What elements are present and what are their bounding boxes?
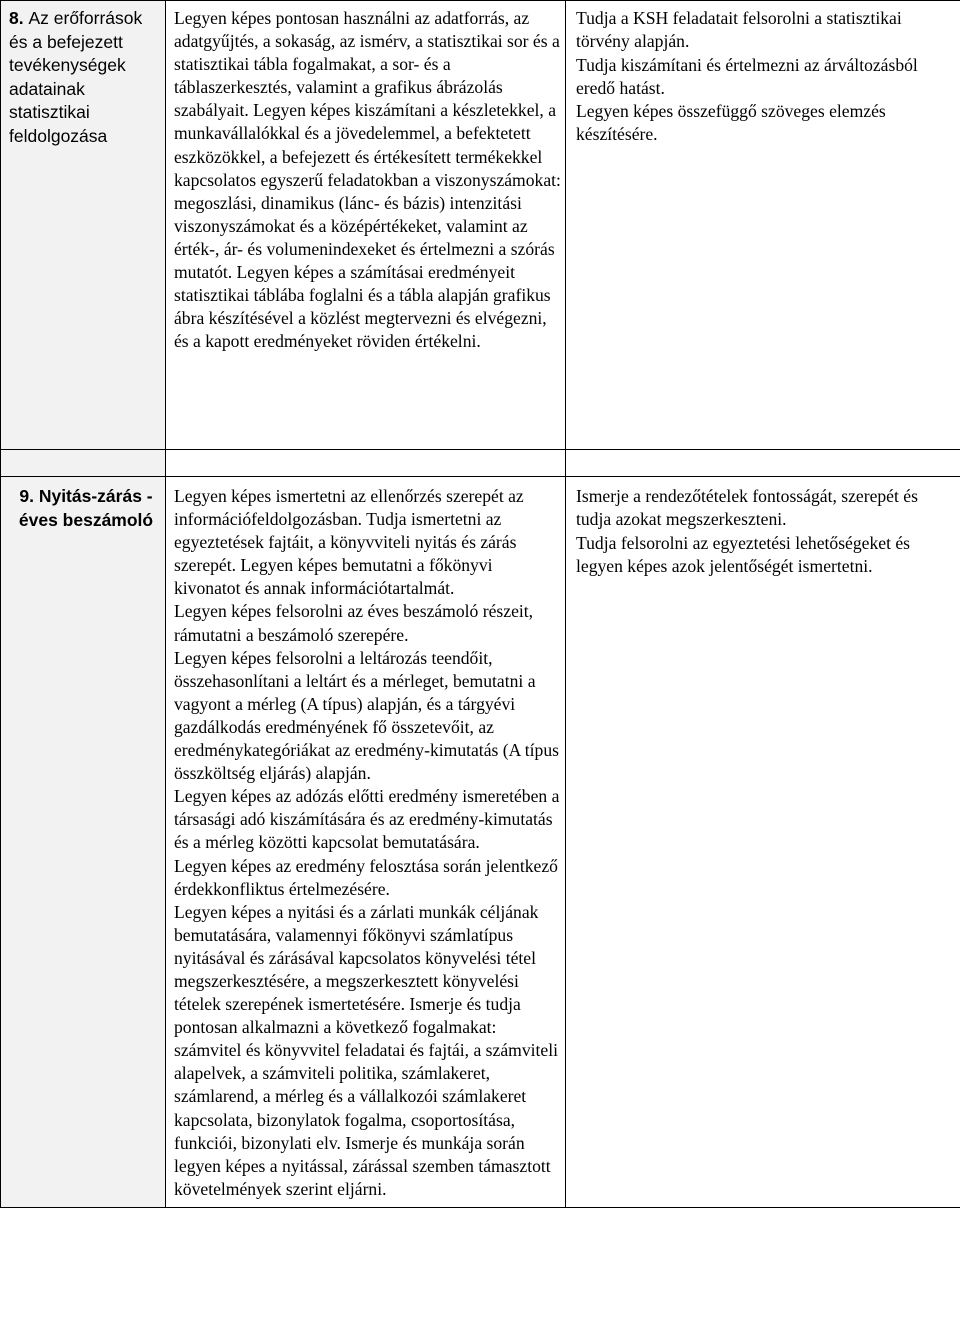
requirements-cell bbox=[166, 477, 566, 1208]
spacer-cell bbox=[1, 450, 166, 477]
topic-title: Az erőforrások és a befejezett tevékenységek adatainak statisztikai feldolgozása bbox=[9, 8, 143, 146]
topic-heading bbox=[1, 477, 165, 532]
table-row bbox=[1, 477, 960, 1208]
outcomes-cell bbox=[566, 477, 960, 1208]
requirements-text bbox=[166, 1, 565, 361]
requirement-paragraph: Legyen képes ismertetni az ellenőrzés szerepét az információfeldolgozásban. Tudja ismertetni az egyeztetések fajtáit, a könyvviteli nyitás és zárás szerepét. Legyen képes bemutatni a főkönyvi kivonatot és annak információtartalmát. bbox=[174, 486, 524, 599]
outcomes-text bbox=[566, 1, 960, 147]
outcome-paragraph: Tudja felsorolni az egyeztetési lehetőségeket és legyen képes azok jelentőségét ismertetni. bbox=[576, 532, 911, 576]
topic-cell bbox=[1, 1, 166, 450]
topic-number: 8. bbox=[9, 8, 24, 28]
table-row-spacer bbox=[1, 450, 960, 477]
requirement-paragraph: Legyen képes felsorolni az éves beszámoló részeit, rámutatni a beszámoló szerepére. bbox=[174, 601, 534, 645]
requirement-paragraph: Legyen képes az eredmény felosztása során jelentkező érdekkonfliktus értelmezésére. bbox=[174, 855, 558, 899]
requirement-paragraph: Legyen képes a nyitási és a zárlati munkák céljának bemutatására, valamennyi főkönyvi számlatípus nyitásával és zárásával kapcsolatos könyvelési tétel megszerkesztésére, a megszerkesztett könyvelési tételek szerepének ismertetésére. Ismerje és tudja pontosan alkalmazni a következő fogalmakat: számvitel és könyvvitel feladatai és fajtái, a számviteli alapelvek, a számviteli politika, számlakeret, számlarend, a mérleg és a vállalkozói számlakeret kapcsolata, bizonylatok fogalma, csoportosítása, funkciói, bizonylati elv. Ismerje és munkája során legyen képes a nyitással, zárással szemben támasztott követelmények szerint eljárni. bbox=[174, 901, 558, 1199]
outcome-paragraph: Tudja kiszámítani és értelmezni az árváltozásból eredő hatást. bbox=[576, 54, 918, 98]
requirement-paragraph: Legyen képes felsorolni a leltározás teendőit, összehasonlítani a leltárt és a mérleget, bemutatni a vagyont a mérleg (A típus) alapján, és a tárgyévi gazdálkodás eredményének fő összetevőit, az eredménykategóriákat az eredmény-kimutatás (A típus összköltség eljárás) alapján. bbox=[174, 647, 559, 784]
outcome-paragraph: Ismerje a rendezőtételek fontosságát, szerepét és tudja azokat megszerkeszteni. bbox=[576, 486, 918, 530]
requirements-cell bbox=[166, 1, 566, 450]
spacer-cell bbox=[566, 450, 960, 477]
outcome-paragraph: Legyen képes összefüggő szöveges elemzés készítésére. bbox=[576, 101, 886, 145]
outcomes-cell bbox=[566, 1, 960, 450]
spacer-cell bbox=[166, 450, 566, 477]
requirements-text bbox=[166, 477, 565, 1207]
requirement-paragraph: Legyen képes pontosan használni az adatforrás, az adatgyűjtés, a sokaság, az ismérv, a statisztikai sor és a statisztikai tábla fogalmakat, a sor- és a táblaszerkesztés, valamint a grafikus ábrázolás szabályait. Legyen képes kiszámítani a készletekkel, a munkavállalókkal és a jövedelemmel, a befektetett eszközökkel, a befejezett és értékesített termékekkel kapcsolatos egyszerű feladatokban a viszonyszámokat: megoszlási, dinamikus (lánc- és bázis) intenzitási viszonyszámokat és a középértékeket, valamint az érték-, ár- és volumenindexeket és értelmezni a szórás mutatót. Legyen képes a számításai eredményeit statisztikai táblába foglalni és a tábla alapján grafikus ábra készítésével a közlést megtervezni és elvégezni, és a kapott eredményeket röviden értékelni. bbox=[174, 8, 561, 352]
topic-number: 9. bbox=[19, 486, 34, 506]
table-row bbox=[1, 1, 960, 450]
requirement-paragraph: Legyen képes az adózás előtti eredmény ismeretében a társasági adó kiszámítására és az eredmény-kimutatás és a mérleg közötti kapcsolat bemutatására. bbox=[174, 786, 560, 853]
topic-cell bbox=[1, 477, 166, 1208]
topic-title: Nyitás-zárás - éves beszámoló bbox=[18, 486, 154, 530]
outcome-paragraph: Tudja a KSH feladatait felsorolni a statisztikai törvény alapján. bbox=[576, 8, 902, 52]
topic-heading bbox=[1, 1, 165, 148]
outcomes-text bbox=[566, 477, 960, 578]
